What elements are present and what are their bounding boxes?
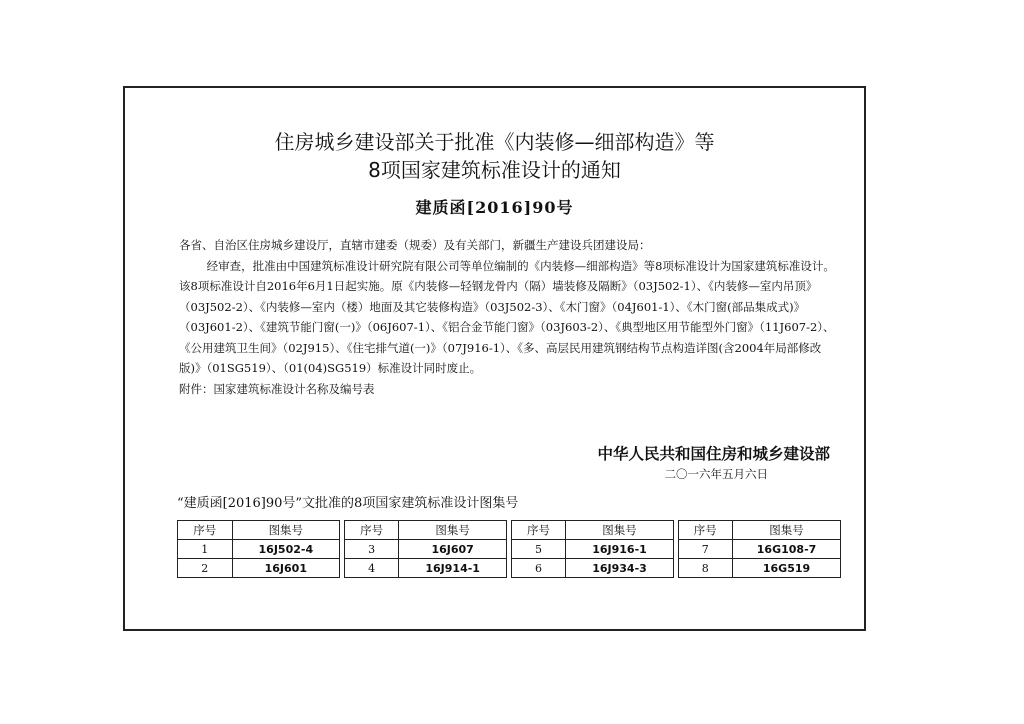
- document-frame: [123, 86, 866, 631]
- issuer-signature: 中华人民共和国住房和城乡建设部: [597, 445, 830, 463]
- header-cell: 序号: [511, 521, 566, 540]
- table-cell: 3: [344, 540, 399, 559]
- attachment-note: 附件：国家建筑标准设计名称及编号表: [179, 381, 375, 396]
- table-cell: 7: [678, 540, 733, 559]
- header-cell: 序号: [678, 521, 733, 540]
- table-cell: 8: [678, 559, 733, 578]
- table-cell: 16J934-3: [566, 559, 674, 578]
- table-row: [178, 559, 841, 578]
- header-cell: 图集号: [733, 521, 841, 540]
- header-cell: 图集号: [232, 521, 340, 540]
- document-number: 建质函[2016]90号: [415, 198, 574, 217]
- table-cell: 16J916-1: [566, 540, 674, 559]
- table-caption: “建质函[2016]90号”文批准的8项国家建筑标准设计图集号: [177, 496, 519, 511]
- table-row: [178, 540, 841, 559]
- table-cell: 16G519: [733, 559, 841, 578]
- header-cell: 序号: [178, 521, 233, 540]
- header-cell: 图集号: [566, 521, 674, 540]
- table-cell: 5: [511, 540, 566, 559]
- table-cell: 1: [178, 540, 233, 559]
- header-cell: 图集号: [399, 521, 507, 540]
- table-cell: 16J502-4: [232, 540, 340, 559]
- atlas-number-table: [177, 520, 841, 578]
- table-cell: 2: [178, 559, 233, 578]
- table-cell: 16J914-1: [399, 559, 507, 578]
- notice-title-line2: 8项国家建筑标准设计的通知: [368, 158, 621, 182]
- table-cell: 16J607: [399, 540, 507, 559]
- table-cell: 16G108-7: [733, 540, 841, 559]
- notice-body: [179, 235, 839, 399]
- table-cell: 16J601: [232, 559, 340, 578]
- addressee: 各省、自治区住房城乡建设厅，直辖市建委（规委）及有关部门，新疆生产建设兵团建设局：: [179, 238, 651, 252]
- table-header-row: [178, 521, 841, 540]
- issue-date: 二〇一六年五月六日: [664, 467, 768, 481]
- table-cell: 4: [344, 559, 399, 578]
- table-cell: 6: [511, 559, 566, 578]
- header-cell: 序号: [344, 521, 399, 540]
- notice-title-line1: 住房城乡建设部关于批准《内装修—细部构造》等: [274, 130, 715, 154]
- notice-paragraph: 经审查，批准由中国建筑标准设计研究院有限公司等单位编制的《内装修—细部构造》等8项标准设计为国家建筑标准设计。该8项标准设计自2016年6月1日起实施。原《内装修—轻钢龙骨内（隔）墙装修及隔断》（03J502-1）、《内装修—室内吊顶》（03J502-2）、《内装修—室内（楼）地面及其它装修构造》（03J502-3）、《木门窗》（04J601-1）、《木门窗(部品集成式)》（03J601-2）、《建筑节能门窗(一)》（06J607-1）、《铝合金节能门窗》（03J603-2）、《典型地区用节能型外门窗》（11J607-2）、《公用建筑卫生间》（02J915）、《住宅排气道(一)》（07J916-1）、《多、高层民用建筑钢结构节点构造详图(含2004年局部修改版)》（01SG519）、（01(04)SG519）标准设计同时废止。: [179, 258, 835, 375]
